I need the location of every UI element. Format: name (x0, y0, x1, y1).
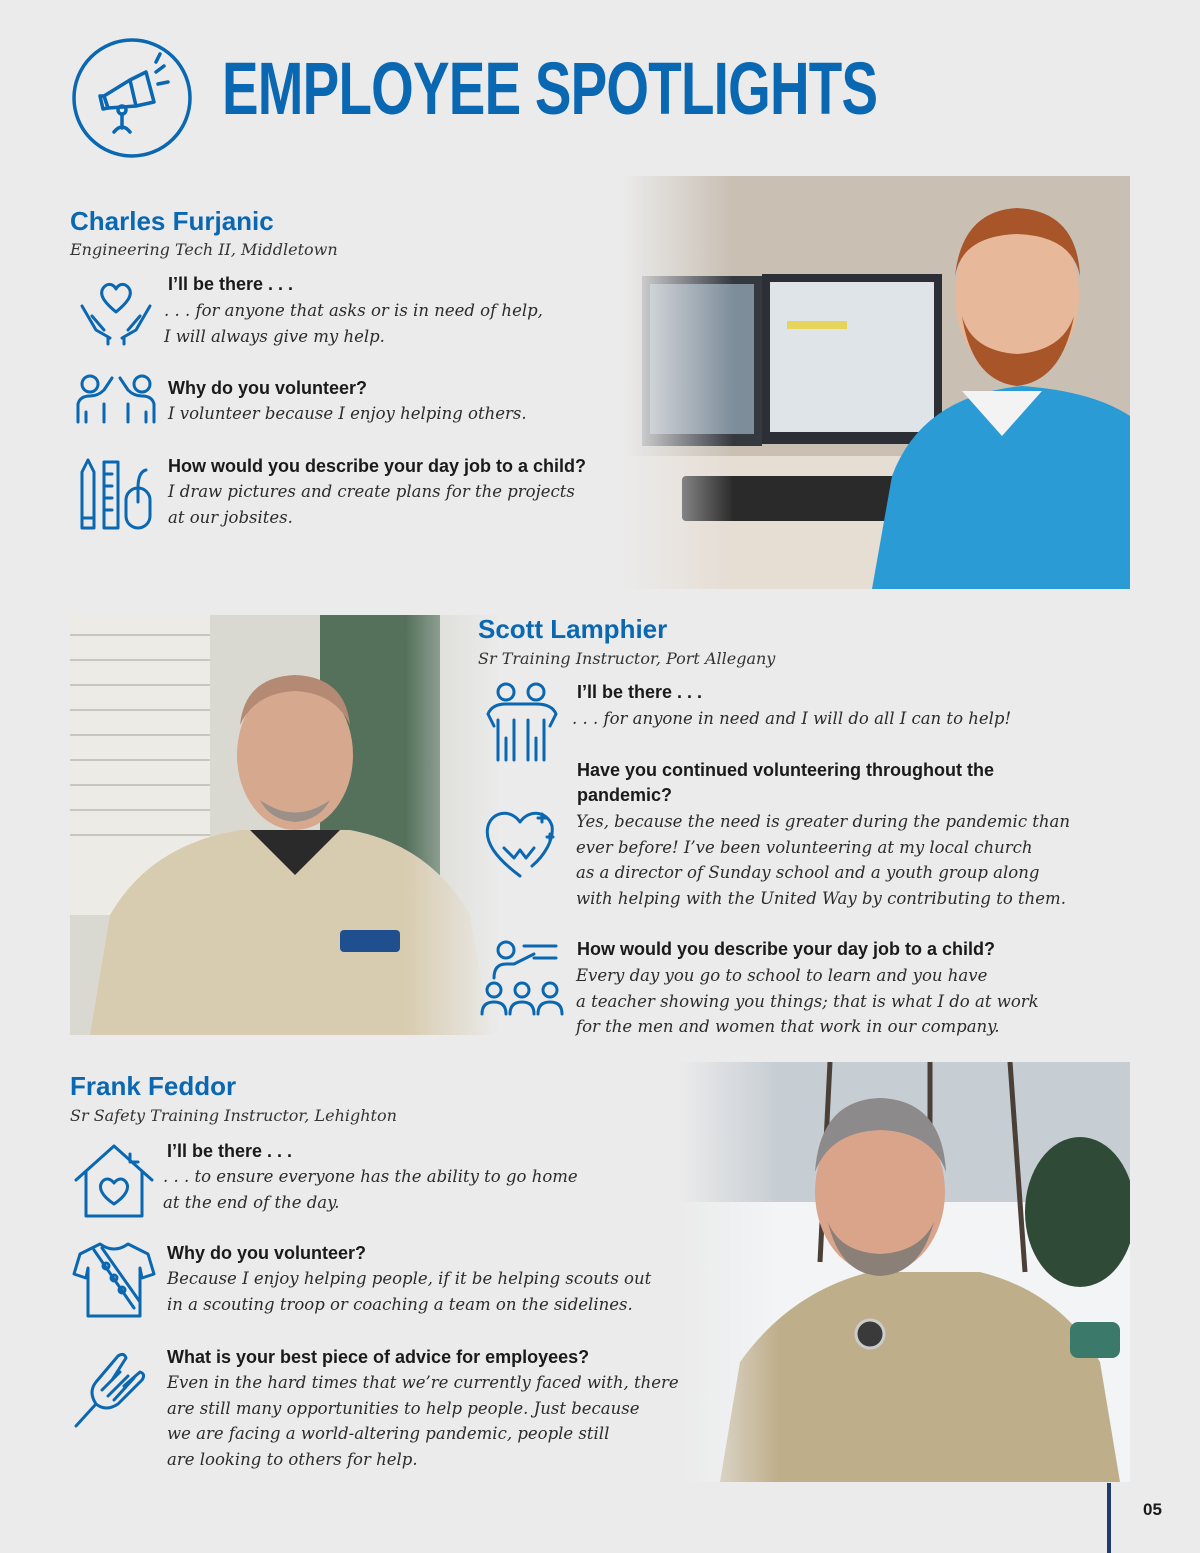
people-high-five-icon (74, 368, 158, 452)
answer: . . . for anyone in need and I will do all I can to help! (572, 709, 1012, 728)
heart-hands-icon (74, 272, 158, 356)
heart-hug-icon (480, 800, 564, 884)
answer: Every day you go to school to learn and you have a teacher showing you things; that is what I do at work for the men and women that work in our company. (576, 966, 1039, 1036)
question: What is your best piece of advice for employees? (167, 1347, 590, 1367)
answer: Because I enjoy helping people, if it be helping scouts out in a scouting troop or coaching a team on the sidelines. (167, 1269, 652, 1314)
question: I’ll be there . . . (167, 1141, 293, 1161)
photo-charles-furjanic (622, 176, 1130, 589)
answer: Even in the hard times that we’re currently faced with, there are still many opportunities to help people. Just because we are facing a world-altering pandemic, people still are looking to others for help. (167, 1373, 679, 1469)
question: Why do you volunteer? (167, 1243, 367, 1263)
employee-name: Charles Furjanic (70, 206, 274, 236)
scout-shirt-icon (72, 1238, 156, 1322)
answer: I volunteer because I enjoy helping others. (168, 404, 527, 423)
question: I’ll be there . . . (168, 274, 294, 294)
question: Why do you volunteer? (168, 378, 368, 398)
answer: I draw pictures and create plans for the projects at our jobsites. (168, 482, 575, 527)
question: I’ll be there . . . (577, 682, 703, 702)
employee-name: Frank Feddor (70, 1071, 237, 1101)
employee-role: Engineering Tech II, Middletown (70, 240, 338, 259)
employee-role: Sr Safety Training Instructor, Lehighton (70, 1106, 397, 1125)
employee-role: Sr Training Instructor, Port Allegany (478, 649, 776, 668)
answer: Yes, because the need is greater during the pandemic than ever before! I’ve been volunteering at my local church as a director of Sunday school and a youth group along with helping with the United Way by contributing to them. (576, 812, 1071, 908)
photo-frank-feddor (680, 1062, 1130, 1482)
question: Have you continued volunteering throughout the pandemic? (577, 760, 994, 805)
answer: . . . for anyone that asks or is in need of help, I will always give my help. (164, 301, 543, 346)
employee-name: Scott Lamphier (478, 614, 668, 644)
page-number-rule (1107, 1483, 1111, 1553)
question: How would you describe your day job to a child? (577, 939, 996, 959)
question: How would you describe your day job to a child? (168, 456, 587, 476)
photo-scott-lamphier (70, 615, 500, 1035)
page-number: 05 (1143, 1500, 1162, 1519)
helping-people-icon (480, 680, 564, 764)
page-title: EMPLOYEE SPOTLIGHTS (222, 47, 878, 130)
answer: . . . to ensure everyone has the ability to go home at the end of the day. (163, 1167, 578, 1212)
teacher-icon (480, 938, 564, 1022)
helping-hand-icon (72, 1346, 156, 1430)
drafting-tools-icon (74, 452, 158, 536)
megaphone-spotlight-icon (70, 36, 194, 160)
home-heart-icon (72, 1140, 156, 1224)
